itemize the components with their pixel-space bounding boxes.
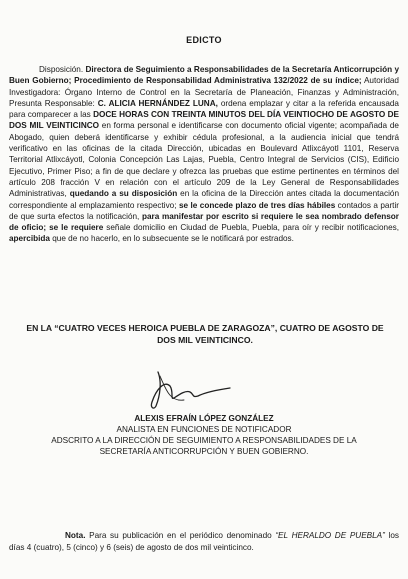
body-text-1: Disposición. — [39, 65, 86, 74]
note-text-2: los días 4 (cuatro), 5 (cinco) y 6 (seis) de agosto de dos mil veinticinco. — [9, 531, 399, 552]
body-text-6: contados a partir de que surta efectos la notificación, — [9, 200, 399, 221]
body-bold-1: Directora de Seguimiento a Responsabilidades de la Secretaría Anticorrupción y Buen Gobierno; Procedimiento de Responsabilidad Administrativa 132/2022 de su índice; — [9, 65, 400, 86]
body-text-2: Autoridad Investigadora: Órgano Interno de Control en la Secretaría de Planeación, Finanzas y Administración, Presunta Responsable: — [9, 76, 399, 108]
edict-body — [9, 64, 399, 245]
signer-office-line-1: ADSCRITO A LA DIRECCIÓN DE SEGUIMIENTO A RESPONSABILIDADES DE LA — [51, 436, 357, 445]
note-label: Nota. — [65, 531, 86, 540]
place-and-date: EN LA “CUATRO VECES HEROICA PUEBLA DE ZARAGOZA”, CUATRO DE AGOSTO DE DOS MIL VEINTICINCO. — [26, 323, 384, 345]
signer-role: ANALISTA EN FUNCIONES DE NOTIFICADOR — [116, 425, 292, 434]
body-text-3: ordena emplazar y citar a la referida encausada para comparecer a las — [9, 98, 399, 120]
body-bold-7: apercibida — [9, 234, 50, 244]
handwritten-signature — [100, 350, 270, 410]
body-text-7: señale domicilio en Ciudad de Puebla, Puebla, para oír y recibir notificaciones, — [103, 223, 399, 233]
body-bold-2: C. ALICIA HERNÁNDEZ LUNA, — [97, 98, 218, 108]
note-text-1: Para su publicación en el periódico denominado — [85, 531, 276, 540]
body-bold-3: DOCE HORAS CON TREINTA MINUTOS DEL DÍA VEINTIOCHO DE AGOSTO DE DOS MIL VEINTICINCO — [9, 110, 400, 131]
signer-block — [0, 413, 408, 457]
body-text-4: en forma personal e identificarse con documento oficial vigente; acompañada de Abogado, quien deberá identificarse y exhibir cédula profesional, a la audiencia inicial que tendrá verificativo en las oficinas de la citada Dirección, ubicadas en Boulevard Atlixcáyotl 1101, Reserva Territorial Atlixcáyotl, Colonia Concepción Las Lajas, Puebla, Centro Integral de Servicios (CIS), Edificio Ejecutivo, Primer Piso; a fin de que declare y ofrezca las pruebas que estime pertinentes en términos del artículo 208 fracción V en relación con el artículo 209 de la Ley General de Responsabilidades Administrativas, — [9, 121, 399, 199]
body-text-8: que de no hacerlo, en lo subsecuente se le notificará por estrados. — [49, 234, 294, 244]
body-text-5: en la oficina de la Dirección antes citada la documentación correspondiente al emplazamiento respectivo; — [9, 189, 400, 210]
publication-note — [9, 530, 399, 553]
body-bold-4: quedando a su disposición — [69, 189, 178, 199]
document-title: EDICTO — [186, 35, 222, 45]
body-bold-6: para manifestar por escrito si requiere le sea nombrado defensor de oficio; se le requiere — [9, 211, 399, 233]
body-bold-5: se le concede plazo de tres días hábiles — [178, 200, 336, 210]
signer-office-line-2: SECRETARÍA ANTICORRUPCIÓN Y BUEN GOBIERNO. — [99, 447, 309, 456]
newspaper-name: “EL HERALDO DE PUEBLA” — [275, 531, 385, 540]
signer-name: ALEXIS EFRAÍN LÓPEZ GONZÁLEZ — [134, 414, 274, 423]
